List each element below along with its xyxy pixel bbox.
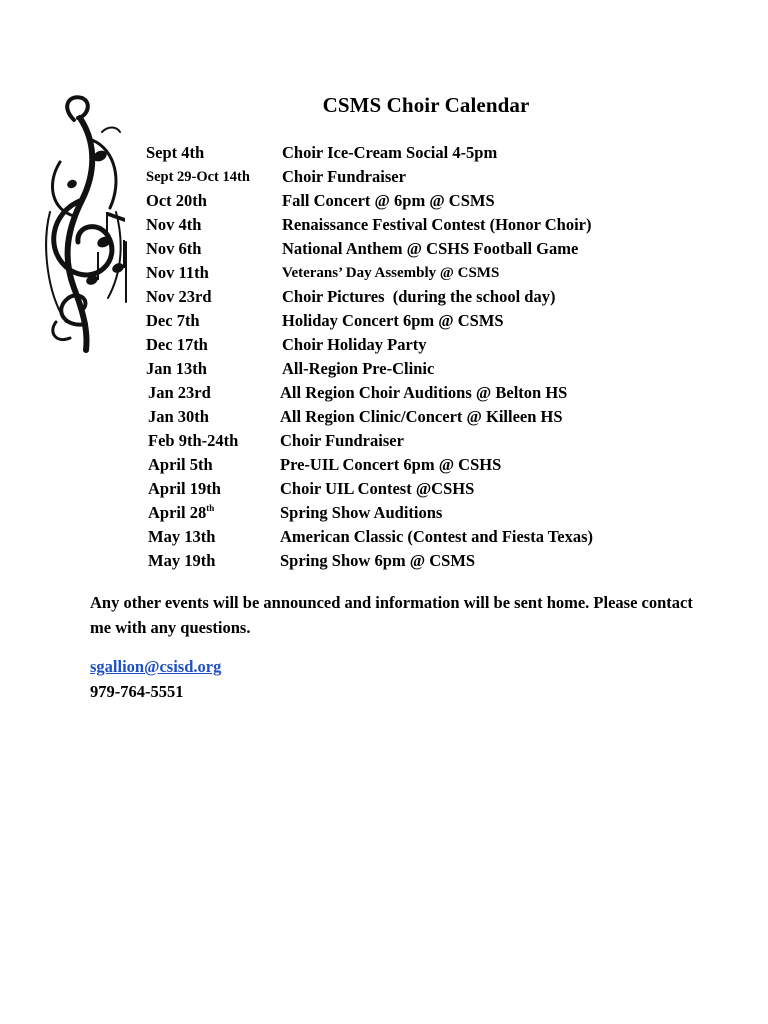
event-description: National Anthem @ CSHS Football Game — [282, 239, 579, 258]
event-date: April 19th — [148, 479, 221, 498]
event-date: Nov 23rd — [146, 287, 212, 306]
event-description: Choir Ice-Cream Social 4-5pm — [282, 143, 498, 162]
event-row — [146, 549, 706, 573]
event-description: All Region Clinic/Concert @ Killeen HS — [280, 407, 563, 426]
event-row — [146, 309, 706, 333]
event-date: Oct 20th — [146, 191, 207, 210]
event-description: All Region Choir Auditions @ Belton HS — [280, 383, 568, 402]
treble-clef-icon — [30, 92, 142, 354]
event-row — [146, 453, 706, 477]
event-description: All-Region Pre-Clinic — [282, 359, 435, 378]
event-date: May 19th — [148, 551, 216, 570]
event-description: Choir UIL Contest @CSHS — [280, 479, 475, 498]
email-link[interactable]: sgallion@csisd.org — [90, 657, 222, 676]
event-description: Veterans’ Day Assembly @ CSMS — [282, 264, 500, 281]
event-row — [146, 261, 706, 285]
event-date: Feb 9th-24th — [148, 431, 239, 450]
event-row — [146, 189, 706, 213]
event-description: Holiday Concert 6pm @ CSMS — [282, 311, 504, 330]
page-title: CSMS Choir Calendar — [322, 93, 530, 117]
event-description: Fall Concert @ 6pm @ CSMS — [282, 191, 495, 210]
event-row — [146, 285, 706, 309]
event-date: Nov 6th — [146, 239, 202, 258]
event-row — [146, 357, 706, 381]
event-description: Choir Fundraiser — [282, 167, 406, 186]
event-row — [146, 141, 706, 165]
phone-number: 979-764-5551 — [90, 682, 184, 701]
event-description: American Classic (Contest and Fiesta Texas) — [280, 527, 594, 546]
event-date: Jan 30th — [148, 407, 209, 426]
event-row — [146, 333, 706, 357]
event-row — [146, 477, 706, 501]
event-date: Sept 29-Oct 14th — [146, 168, 250, 185]
ordinal-suffix: th — [206, 503, 215, 513]
event-date-text: April 28 — [148, 503, 207, 522]
events-list — [146, 141, 706, 573]
event-date: April 5th — [148, 455, 213, 474]
event-date: Nov 4th — [146, 215, 202, 234]
event-row — [146, 405, 706, 429]
event-row — [146, 165, 706, 189]
event-date: Nov 11th — [146, 263, 209, 282]
event-date: Dec 7th — [146, 311, 200, 330]
event-description: Choir Holiday Party — [282, 335, 427, 354]
event-description: Spring Show 6pm @ CSMS — [280, 551, 476, 570]
event-row — [146, 213, 706, 237]
event-row — [146, 501, 706, 525]
event-date: May 13th — [148, 527, 216, 546]
event-description: Renaissance Festival Contest (Honor Choir) — [282, 215, 592, 234]
event-row — [146, 429, 706, 453]
event-description: Spring Show Auditions — [280, 503, 443, 522]
event-date: Jan 23rd — [148, 383, 211, 402]
event-row — [146, 525, 706, 549]
event-row — [146, 381, 706, 405]
event-description: Choir Pictures (during the school day) — [282, 287, 556, 306]
contact-note: Any other events will be announced and information will be sent home. Please contact me with any questions. — [90, 593, 693, 637]
event-date: Dec 17th — [146, 335, 208, 354]
event-date — [146, 503, 282, 523]
event-row — [146, 237, 706, 261]
event-date: Jan 13th — [146, 359, 207, 378]
event-description: Pre-UIL Concert 6pm @ CSHS — [280, 455, 502, 474]
event-date: Sept 4th — [146, 143, 205, 162]
event-description: Choir Fundraiser — [280, 431, 404, 450]
